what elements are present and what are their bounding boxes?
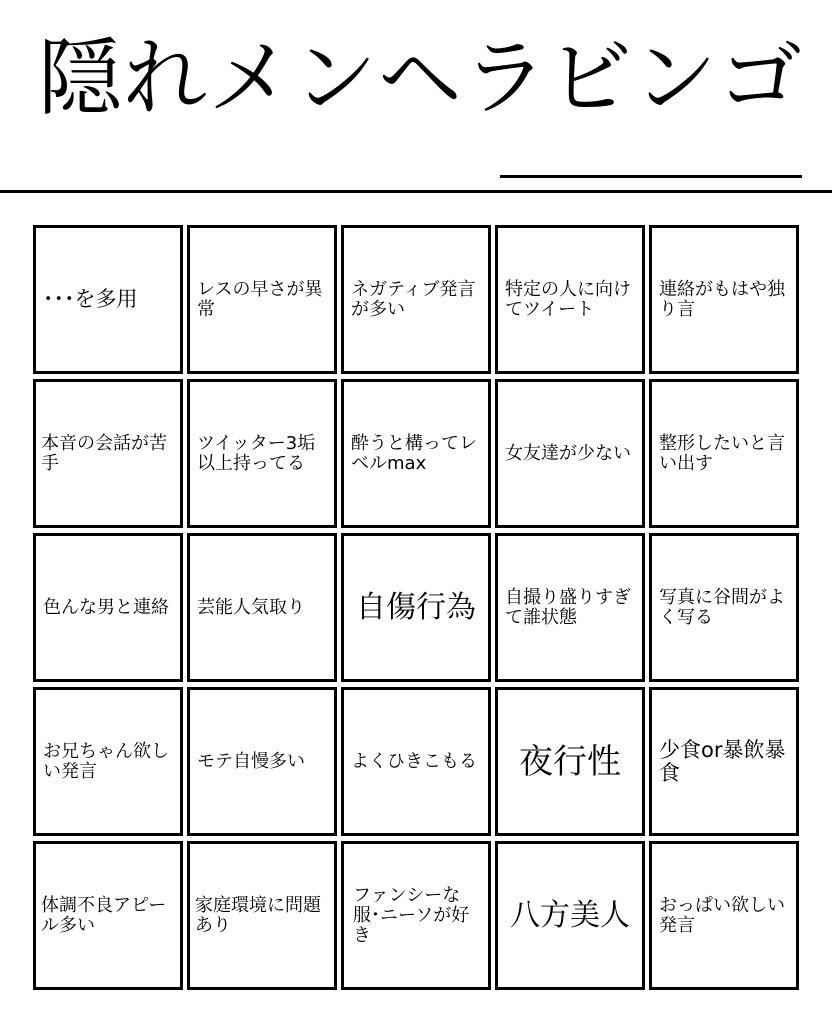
bingo-cell-text: 自撮り盛りすぎて誰状態 bbox=[505, 586, 631, 628]
bingo-cell-r4c3[interactable] bbox=[341, 687, 491, 836]
bingo-cell-text: 夜行性 bbox=[519, 741, 621, 782]
bingo-cell-r5c1[interactable] bbox=[33, 841, 183, 990]
bingo-cell-r3c3[interactable] bbox=[341, 533, 491, 682]
bingo-cell-r4c2[interactable] bbox=[187, 687, 337, 836]
bingo-cell-text: 女友達が少ない bbox=[505, 442, 631, 464]
bingo-cell-text: お兄ちゃん欲しい発言 bbox=[43, 740, 169, 782]
bingo-cell-r1c5[interactable] bbox=[649, 225, 799, 374]
bingo-cell-text: 芸能人気取り bbox=[197, 596, 305, 618]
bingo-cell-r2c3[interactable] bbox=[341, 379, 491, 528]
bingo-cell-text: モテ自慢多い bbox=[197, 750, 305, 772]
bingo-cell-r3c5[interactable] bbox=[649, 533, 799, 682]
bingo-cell-r5c5[interactable] bbox=[649, 841, 799, 990]
bingo-cell-text: ファンシーな服･ニーソが好き bbox=[353, 884, 470, 946]
bingo-cell-r4c4[interactable] bbox=[495, 687, 645, 836]
bingo-cell-r5c2[interactable] bbox=[187, 841, 337, 990]
bingo-cell-text: ネガティブ発言が多い bbox=[351, 278, 476, 320]
bingo-cell-text: ･･･を多用 bbox=[43, 287, 138, 311]
bingo-cell-r4c1[interactable] bbox=[33, 687, 183, 836]
bingo-cell-text: 体調不良アピール多い bbox=[41, 894, 167, 936]
bingo-cell-r3c1[interactable] bbox=[33, 533, 183, 682]
bingo-cell-text: 特定の人に向けてツイート bbox=[505, 278, 631, 320]
bingo-cell-text: 写真に谷間がよく写る bbox=[659, 586, 785, 628]
bingo-cell-r2c5[interactable] bbox=[649, 379, 799, 528]
bingo-cell-r3c4[interactable] bbox=[495, 533, 645, 682]
bingo-cell-text: ツイッター3垢以上持ってる bbox=[197, 432, 316, 474]
bingo-cell-r1c4[interactable] bbox=[495, 225, 645, 374]
bingo-cell-r2c2[interactable] bbox=[187, 379, 337, 528]
bingo-cell-r1c2[interactable] bbox=[187, 225, 337, 374]
bingo-cell-text: 八方美人 bbox=[510, 897, 630, 933]
bingo-title: 隠れメンヘラビンゴ bbox=[38, 29, 804, 127]
header-divider bbox=[0, 190, 832, 193]
bingo-cell-r2c4[interactable] bbox=[495, 379, 645, 528]
bingo-cell-text: 色んな男と連絡 bbox=[43, 596, 169, 618]
name-write-line bbox=[500, 175, 802, 178]
bingo-cell-text: 整形したいと言い出す bbox=[659, 432, 785, 474]
bingo-cell-text: 少食or暴飲暴食 bbox=[659, 737, 786, 785]
bingo-cell-text: おっぱい欲しい発言 bbox=[659, 894, 785, 936]
bingo-cell-text: 連絡がもはや独り言 bbox=[659, 278, 785, 320]
bingo-cell-r5c3[interactable] bbox=[341, 841, 491, 990]
bingo-cell-r4c5[interactable] bbox=[649, 687, 799, 836]
bingo-cell-r1c1[interactable] bbox=[33, 225, 183, 374]
bingo-cell-r5c4[interactable] bbox=[495, 841, 645, 990]
bingo-cell-text: 自傷行為 bbox=[356, 589, 476, 625]
bingo-cell-text: よくひきこもる bbox=[351, 750, 477, 772]
bingo-grid bbox=[33, 225, 801, 992]
bingo-cell-r2c1[interactable] bbox=[33, 379, 183, 528]
bingo-cell-text: 酔うと構ってレベルmax bbox=[351, 432, 477, 474]
bingo-cell-text: 家庭環境に問題あり bbox=[195, 894, 321, 936]
bingo-cell-text: レスの早さが異常 bbox=[197, 278, 323, 320]
bingo-cell-text: 本音の会話が苦手 bbox=[41, 432, 167, 474]
bingo-cell-r3c2[interactable] bbox=[187, 533, 337, 682]
bingo-cell-r1c3[interactable] bbox=[341, 225, 491, 374]
